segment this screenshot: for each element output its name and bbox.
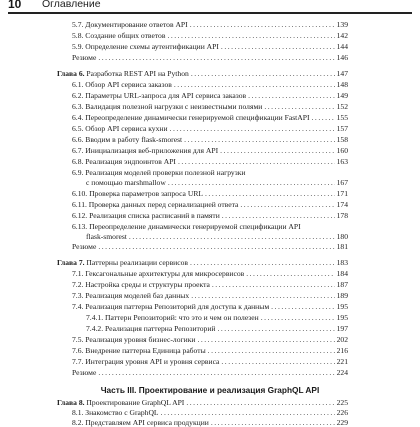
toc-entry: 7.6. Внедрение паттерна Единица работы . . . 216 <box>72 347 348 355</box>
toc-entry: 6.12. Реализация списка расписаний в памяти . . . 178 <box>72 212 348 220</box>
toc-entry: 6.4. Переопределение динамически генерируемой спецификации FastAPI . . . 155 <box>72 114 348 122</box>
toc-entry: 6.2. Параметры URL-запроса для API сервиса заказов . . . 149 <box>72 92 348 100</box>
part-heading: Часть III. Проектирование и реализация GraphQL API <box>100 385 320 395</box>
running-title: Оглавление <box>42 0 101 10</box>
toc-entry: flask-smorest . . . 180 <box>86 233 348 241</box>
toc-entry: 6.6. Вводим в работу flask-smorest . . . 158 <box>72 136 348 144</box>
toc-entry: Резюме . . . 146 <box>72 54 348 62</box>
chapter-heading: Глава 8. Проектирование GraphQL API . . . 225 <box>57 399 348 407</box>
toc-entry: 5.9. Определение схемы аутентификации API . . . 144 <box>72 43 348 51</box>
toc-entry: 6.11. Проверка данных перед сериализацией ответа . . . 174 <box>72 201 348 209</box>
chapter-heading: Глава 7. Паттерны реализации сервисов . . . 183 <box>57 259 348 267</box>
toc-entry: 6.7. Инициализация веб-приложения для API . . . 160 <box>72 147 348 155</box>
toc-entry: 5.7. Документирование ответов API . . . 139 <box>72 21 348 29</box>
toc-entry: 8.1. Знакомство с GraphQL . . . 226 <box>72 409 348 417</box>
toc-entry: 6.5. Обзор API сервиса кухни . . . 157 <box>72 125 348 133</box>
toc-entry: 7.1. Гексагональные архитектуры для микросервисов . . . 184 <box>72 270 348 278</box>
toc-subentry: 7.4.2. Реализация паттерна Репозиторий . . . 197 <box>86 325 348 333</box>
toc-entry: 7.7. Интеграция уровня API и уровня сервиса . . . 221 <box>72 358 348 366</box>
toc-entry: 6.8. Реализация эндпоинтов API . . . 163 <box>72 158 348 166</box>
toc-entry: 7.3. Реализация моделей баз данных . . . 189 <box>72 292 348 300</box>
toc-entry: 6.3. Валидация полезной нагрузки с неизвестными полями . . . 152 <box>72 103 348 111</box>
toc-entry: с помощью marshmallow . . . 167 <box>86 179 348 187</box>
toc-entry: 7.4. Реализация паттерна Репозиторий для доступа к данным . . . 195 <box>72 303 348 311</box>
toc-entry: 7.5. Реализация уровня бизнес-логики . . . 202 <box>72 336 348 344</box>
toc-entry: 8.2. Представляем API сервиса продукции . . . 229 <box>72 419 348 427</box>
toc-subentry: 7.4.1. Паттерн Репозиторий: что это и чем он полезен . . . 195 <box>86 314 348 322</box>
toc-entry: 7.2. Настройка среды и структуры проекта . . . 187 <box>72 281 348 289</box>
toc-entry: 6.10. Проверка параметров запроса URL . . . 171 <box>72 190 348 198</box>
toc-entry: 5.8. Создание общих ответов . . . 142 <box>72 32 348 40</box>
toc-entry: Резюме . . . 224 <box>72 369 348 377</box>
chapter-heading: Глава 6. Разработка REST API на Python . . . 147 <box>57 70 348 78</box>
toc-entry-line1: 6.9. Реализация моделей проверки полезной нагрузки <box>72 168 246 177</box>
toc-entry: Резюме . . . 181 <box>72 243 348 251</box>
page-number: 10 <box>8 0 22 11</box>
toc-entry-line1: 6.13. Переопределение динамически генерируемой спецификации API <box>72 222 301 231</box>
toc-entry: 6.1. Обзор API сервиса заказов . . . 148 <box>72 81 348 89</box>
